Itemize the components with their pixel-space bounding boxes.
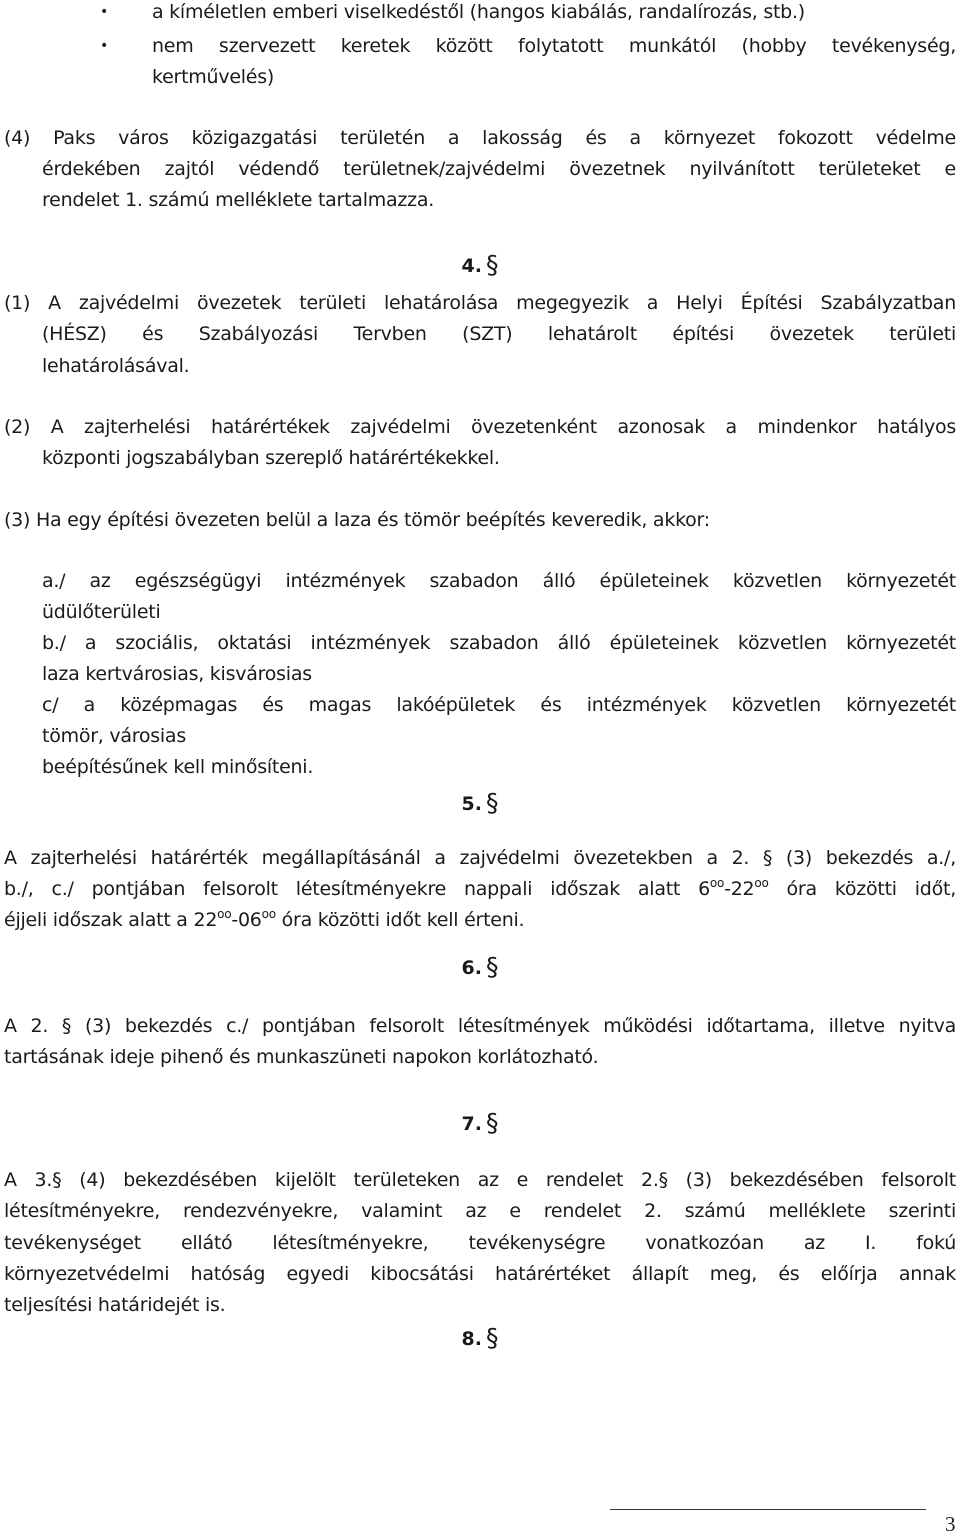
list-item-c-value: tömör, városias: [42, 725, 186, 747]
paragraph-line: rendelet 1. számú melléklete tartalmazza.: [42, 189, 435, 211]
section-heading: [0, 790, 960, 816]
list-item-a-value: üdülőterületi: [42, 601, 161, 623]
paragraph-line: A 3.§ (4) bekezdésében kijelölt területeken az e rendelet 2.§ (3) bekezdésében felsorolt: [4, 1169, 956, 1191]
page-number: 3: [945, 1512, 956, 1536]
list-item-b-value: laza kertvárosias, kisvárosias: [42, 663, 312, 685]
bullet-marker: •: [100, 38, 109, 54]
bullet-marker: •: [100, 4, 109, 20]
paragraph-line: lehatárolásával.: [42, 355, 190, 377]
paragraph-line: tevékenységet ellátó létesítményekre, tevékenységre vonatkozóan az I. fokú: [4, 1232, 956, 1254]
section-symbol: §: [485, 1108, 499, 1137]
bullet-item: a kíméletlen emberi viselkedéstől (hangos kiabálás, randalírozás, stb.): [152, 1, 805, 23]
list-item-c: c/ a középmagas és magas lakóépületek és intézmények közvetlen környezetét: [42, 694, 956, 716]
superscript: oo: [261, 907, 276, 921]
superscript: oo: [217, 907, 232, 921]
text-run: éjjeli időszak alatt a 22: [4, 909, 218, 931]
paragraph-line: A 2. § (3) bekezdés c./ pontjában felsorolt létesítmények működési időtartama, illetve nyitva: [4, 1015, 956, 1037]
bullet-item-continuation: kertművelés): [152, 66, 275, 88]
section-number: 6.: [461, 957, 482, 979]
paragraph-line: (3) Ha egy építési övezeten belül a laza és tömör beépítés keveredik, akkor:: [4, 509, 710, 531]
section-heading: [0, 1325, 960, 1351]
section-number: 4.: [461, 255, 482, 277]
section-symbol: §: [485, 952, 499, 981]
text-run: óra közötti időt kell érteni.: [275, 909, 525, 931]
section-heading: [0, 252, 960, 278]
superscript: oo: [709, 876, 725, 890]
bullet-item: nem szervezett keretek között folytatott munkától (hobby tevékenység,: [152, 35, 956, 57]
list-item-a: a./ az egészségügyi intézmények szabadon álló épületeinek közvetlen környezetét: [42, 570, 956, 592]
text-run: -22: [724, 878, 755, 900]
paragraph-line: [4, 877, 956, 901]
paragraph-line: [4, 908, 904, 932]
list-item-b: b./ a szociális, oktatási intézmények szabadon álló épületeinek közvetlen környezetét: [42, 632, 956, 654]
paragraph-line: tartásának ideje pihenő és munkaszüneti napokon korlátozható.: [4, 1046, 599, 1068]
paragraph-line: teljesítési határidejét is.: [4, 1294, 226, 1316]
section-heading: [0, 954, 960, 980]
superscript: oo: [754, 876, 769, 890]
section-number: 8.: [461, 1328, 482, 1350]
paragraph-line: beépítésűnek kell minősíteni.: [42, 756, 314, 778]
section-number: 7.: [461, 1113, 482, 1135]
paragraph-line: környezetvédelmi hatóság egyedi kibocsátási határértéket állapít meg, és előírja annak: [4, 1263, 956, 1285]
section-symbol: §: [485, 788, 499, 817]
paragraph-line: A zajterhelési határérték megállapításánál a zajvédelmi övezetekben a 2. § (3) bekezdés a./,: [4, 847, 956, 869]
paragraph-line: (HÉSZ) és Szabályozási Tervben (SZT) lehatárolt építési övezetek területi: [42, 323, 956, 345]
footer-rule: [610, 1509, 926, 1510]
paragraph-line: érdekében zajtól védendő területnek/zajvédelmi övezetnek nyilvánított területeket e: [42, 158, 956, 180]
paragraph-line: központi jogszabályban szereplő határértékekkel.: [42, 447, 500, 469]
section-symbol: §: [485, 1323, 499, 1352]
section-heading: [0, 1110, 960, 1136]
section-symbol: §: [485, 250, 499, 279]
paragraph-line: (4) Paks város közigazgatási területén a lakosság és a környezet fokozott védelme: [4, 127, 956, 149]
paragraph-line: létesítményekre, rendezvényekre, valamint az e rendelet 2. számú melléklete szerinti: [4, 1200, 956, 1222]
text-run: óra közötti időt,: [768, 878, 956, 900]
text-run: -06: [231, 909, 262, 931]
text-run: b./, c./ pontjában felsorolt létesítményekre nappali időszak alatt 6: [4, 878, 710, 900]
paragraph-line: (2) A zajterhelési határértékek zajvédelmi övezetenként azonosak a mindenkor hatályos: [4, 416, 956, 438]
paragraph-line: (1) A zajvédelmi övezetek területi lehatárolása megegyezik a Helyi Építési Szabályzatban: [4, 292, 956, 314]
section-number: 5.: [461, 793, 482, 815]
